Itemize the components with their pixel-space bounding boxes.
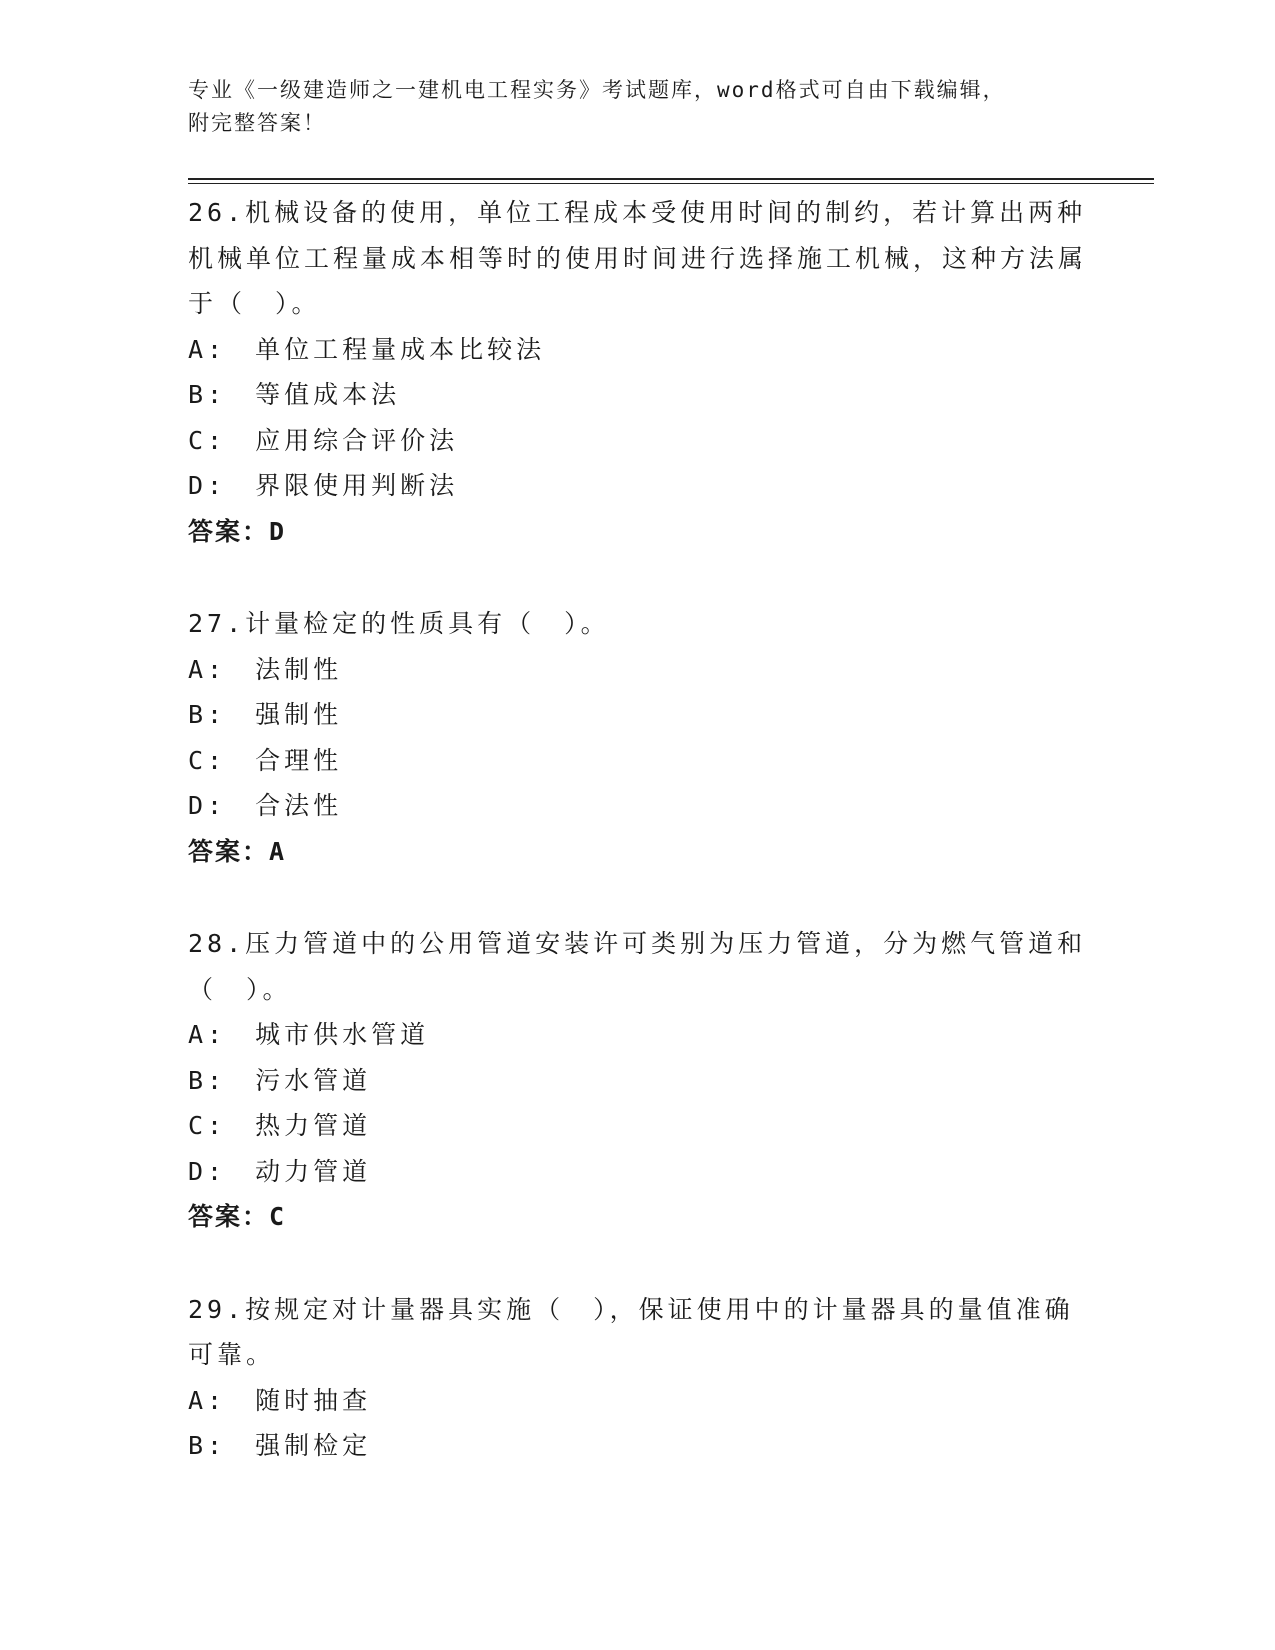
option-d: D: 合法性	[188, 791, 343, 820]
option-a: A: 城市供水管道	[188, 1020, 430, 1049]
question-26	[188, 190, 1088, 554]
option-a: A: 单位工程量成本比较法	[188, 334, 546, 364]
question-text: 27.计量检定的性质具有（ ）。	[188, 609, 610, 638]
question-28	[188, 921, 1088, 1240]
option-a: A: 法制性	[188, 654, 343, 684]
header-divider-thick	[188, 178, 1154, 180]
answer-line: 答案：A	[188, 836, 287, 866]
option-b: B: 强制检定	[188, 1431, 372, 1460]
option-b: B: 等值成本法	[188, 380, 401, 409]
question-text: 29.按规定对计量器具实施（ ），保证使用中的计量器具的量值准确可靠。	[188, 1294, 1074, 1369]
document-header	[188, 74, 1068, 140]
header-divider-thin	[188, 183, 1154, 184]
question-list	[188, 190, 1088, 1516]
question-text: 26.机械设备的使用，单位工程成本受使用时间的制约，若计算出两种机械单位工程量成本相等时的使用时间进行选择施工机械，这种方法属于（ ）。	[188, 198, 1088, 318]
header-line-1: 专业《一级建造师之一建机电工程实务》考试题库，word格式可自由下载编辑，	[188, 78, 1006, 102]
answer-line: 答案：C	[188, 1202, 287, 1231]
option-b: B: 强制性	[188, 700, 343, 729]
option-b: B: 污水管道	[188, 1065, 372, 1095]
question-text: 28.压力管道中的公用管道安装许可类别为压力管道，分为燃气管道和（ ）。	[188, 929, 1087, 1004]
answer-line: 答案：D	[188, 516, 287, 546]
header-line-2: 附完整答案！	[188, 111, 326, 135]
question-27	[188, 601, 1088, 874]
option-c: C: 合理性	[188, 745, 343, 775]
option-d: D: 界限使用判断法	[188, 471, 459, 500]
option-d: D: 动力管道	[188, 1156, 372, 1186]
option-a: A: 随时抽查	[188, 1385, 372, 1415]
option-c: C: 应用综合评价法	[188, 425, 459, 455]
option-c: C: 热力管道	[188, 1111, 372, 1140]
question-29	[188, 1287, 1088, 1469]
